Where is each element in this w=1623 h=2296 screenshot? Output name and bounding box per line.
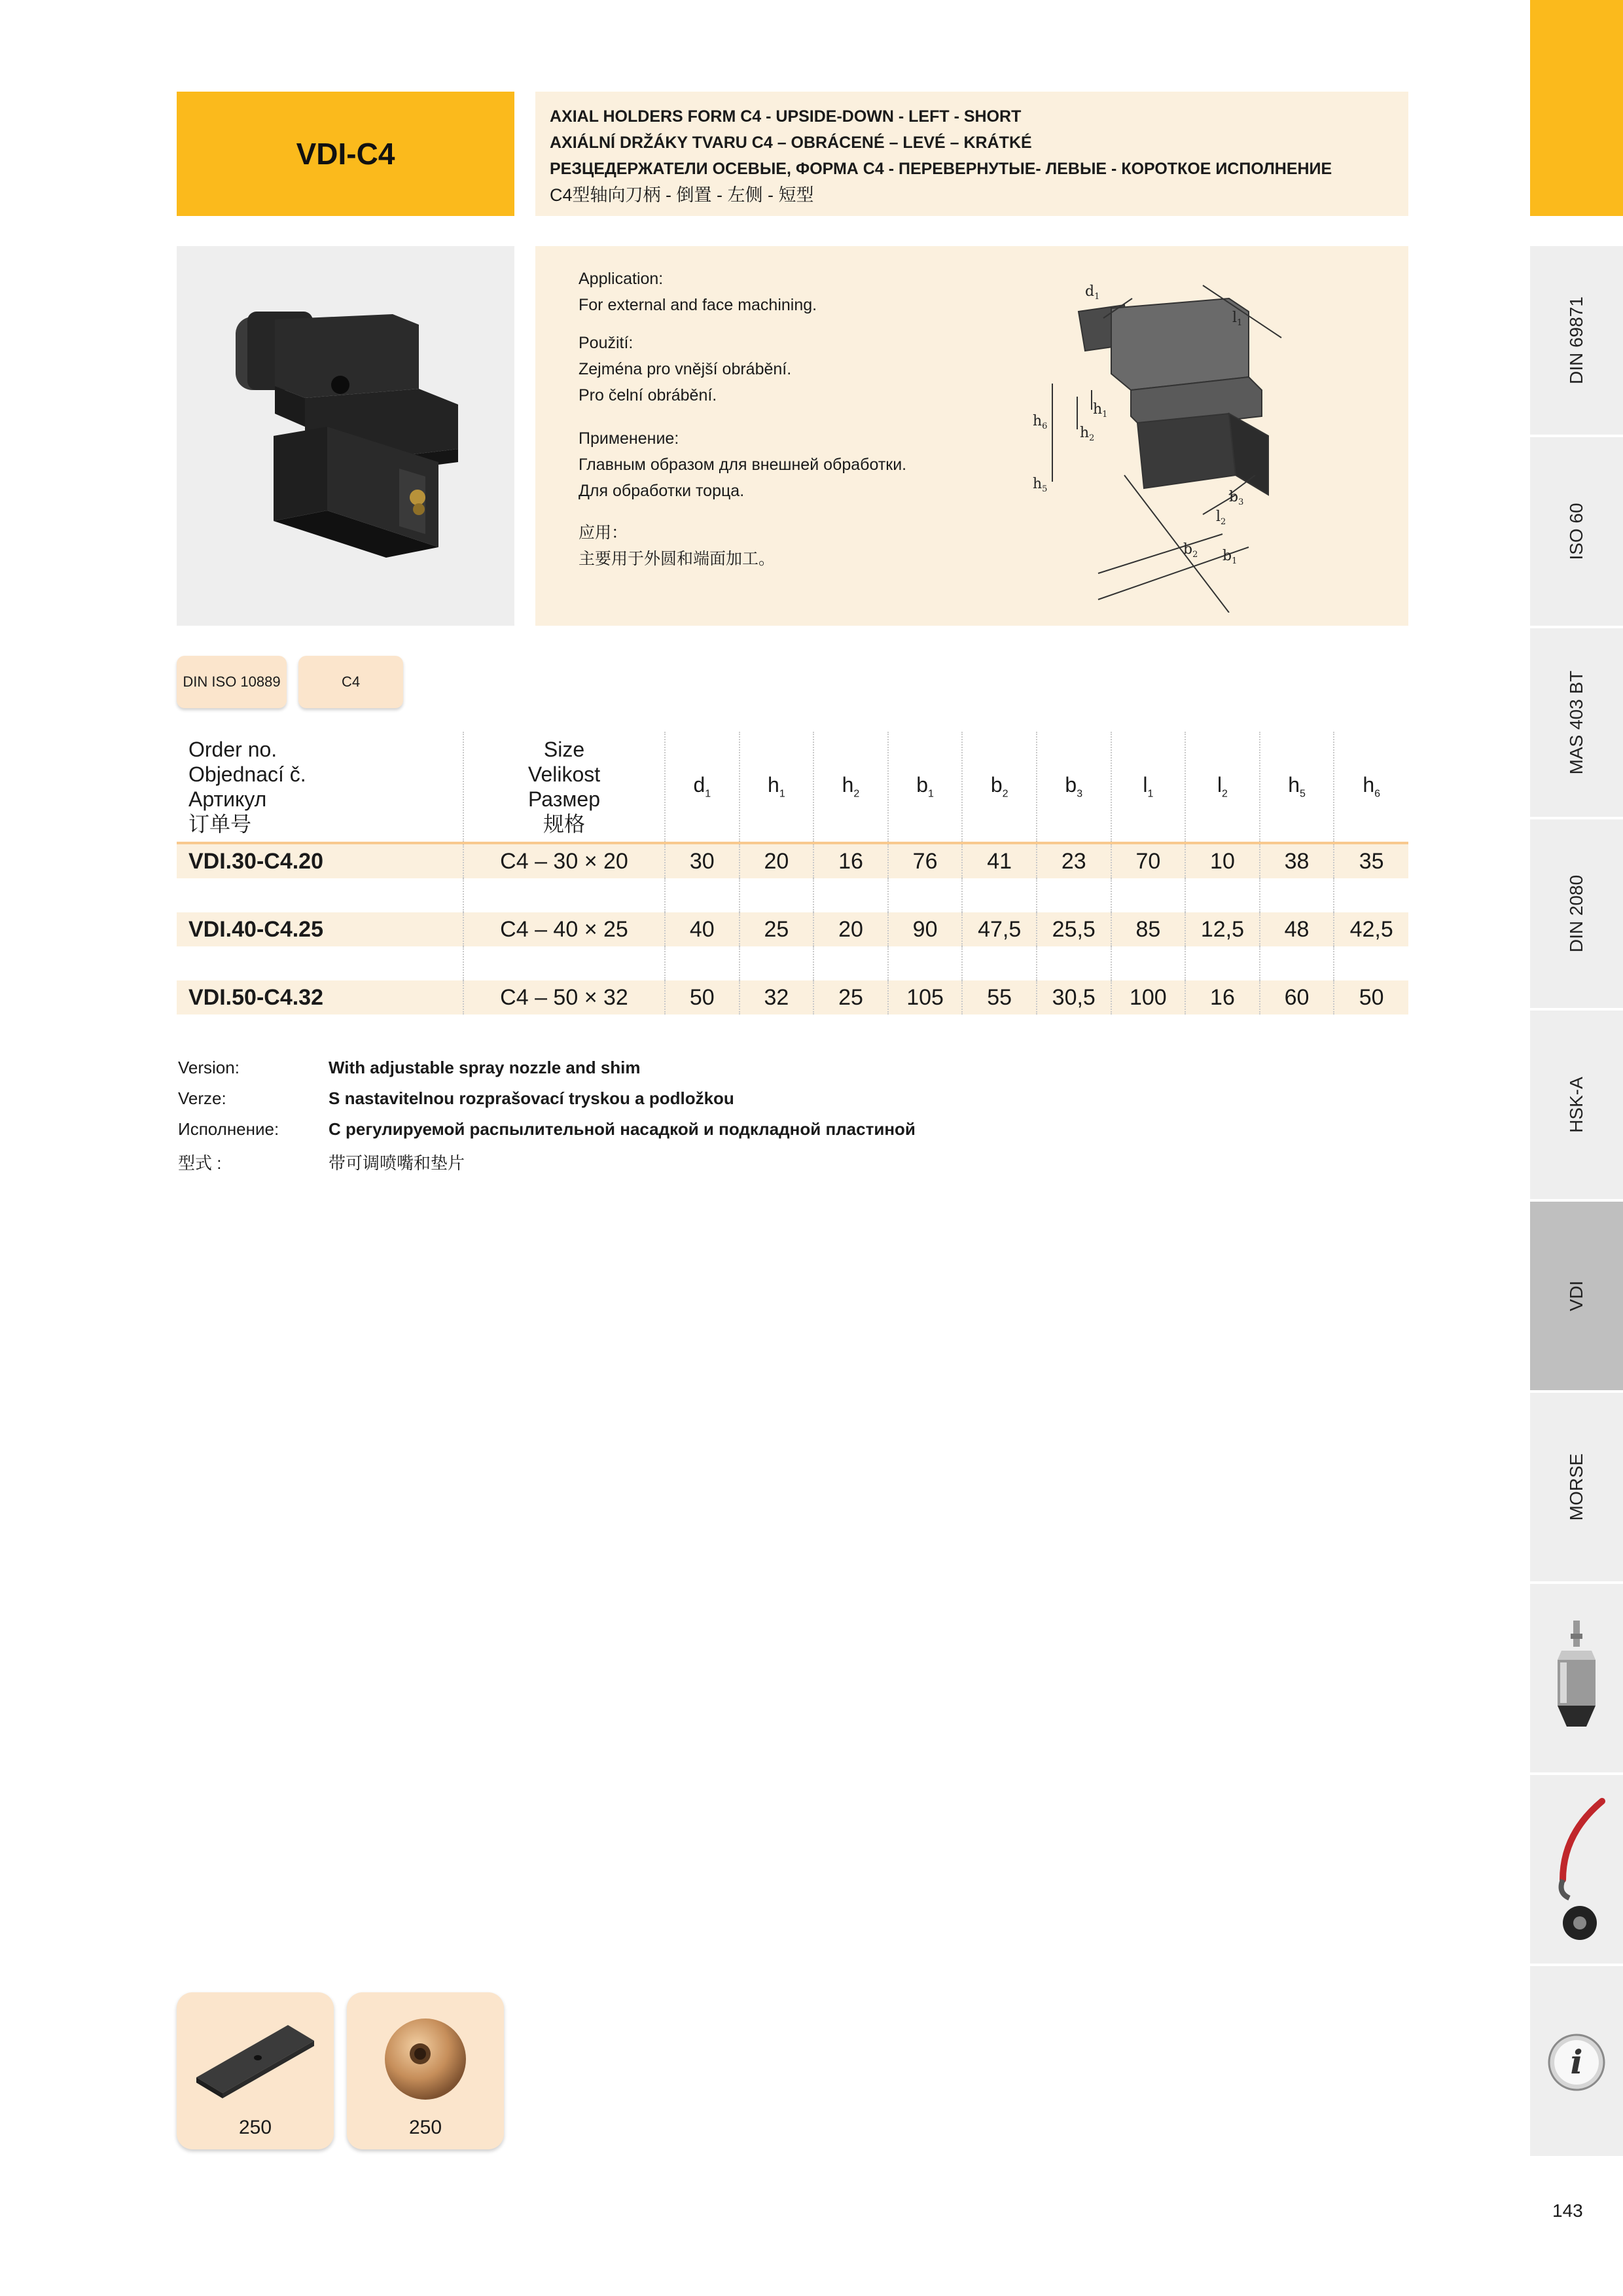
desc-line-cn: C4型轴向刀柄 - 倒置 - 左侧 - 短型 [550,185,814,205]
sidenav-item-info[interactable] [1530,1966,1623,2159]
dim-header-h6: $h_6$ [1334,732,1408,843]
spec-table [177,732,1408,1014]
shim-icon [190,2012,321,2104]
version-value-ru: С регулируемой распылительной насадкой и подкладной пластиной [329,1119,916,1139]
sidenav-item-hska[interactable]: HSK-A [1530,1011,1623,1202]
value-cell: 16 [1185,980,1260,1014]
description-block [535,92,1408,216]
value-cell: 105 [888,980,963,1014]
dim-label-l1: $l_1$ [1232,310,1243,328]
sidenav-item-iso60[interactable]: ISO 60 [1530,437,1623,628]
accessory-shim-label: 250 [238,2117,272,2138]
version-label-ru: Исполнение: [178,1119,279,1139]
sidenav-item-morse[interactable]: MORSE [1530,1393,1623,1584]
dim-label-h1: $h_1$ [1093,401,1108,420]
spray-nozzle-icon [373,2005,478,2110]
order-header: Order no. Objednací č. Артикул 订单号 [188,738,306,836]
accessory-nozzle-label: 250 [408,2117,442,2138]
value-cell: 41 [962,843,1037,878]
dim-label-h5: $h_5$ [1033,476,1048,494]
sidenav-item-din2080[interactable]: DIN 2080 [1530,819,1623,1011]
sidenav-item-chuck[interactable] [1530,1584,1623,1775]
value-cell: 35 [1334,843,1408,878]
dim-label-h2: $h_2$ [1080,425,1095,443]
application-block [535,246,1408,626]
value-cell: 60 [1260,980,1334,1014]
value-cell: 47,5 [962,912,1037,946]
dim-header-l2: $l_2$ [1185,732,1260,843]
dim-header-b1: $b_1$ [888,732,963,843]
size-cell: C4 – 50 × 32 [463,980,665,1014]
application-text-cz-2: Pro čelní obrábění. [579,386,717,404]
order-number: VDI.50-C4.32 [177,980,463,1014]
value-cell: 25 [813,980,888,1014]
dim-header-b3: $b_3$ [1037,732,1111,843]
value-cell: 20 [813,912,888,946]
value-cell: 70 [1111,843,1186,878]
sidenav-item-din69871[interactable]: DIN 69871 [1530,246,1623,437]
tool-holder-image [177,246,514,626]
desc-line-en: AXIAL HOLDERS FORM C4 - UPSIDE-DOWN - LEFT - SHORT [550,107,1022,126]
value-cell: 55 [962,980,1037,1014]
size-header: Size Velikost Размер 规格 [463,732,665,843]
table-spacer [177,946,1408,980]
dim-label-l2: $l_2$ [1216,509,1226,527]
wrench-icon [1543,1795,1610,1945]
drill-chuck-icon [1547,1621,1606,1738]
value-cell: 50 [1334,980,1408,1014]
dim-label-b1: $b_1$ [1222,548,1238,566]
dim-header-d1: $d_1$ [665,732,740,843]
sidenav-item-mas403bt[interactable]: MAS 403 BT [1530,628,1623,819]
accessory-nozzle[interactable] [347,1992,504,2149]
order-number: VDI.30-C4.20 [177,843,463,878]
application-heading-en: Application: [579,270,664,288]
value-cell: 76 [888,843,963,878]
version-label-en: Version: [178,1058,240,1077]
application-text-cz-1: Zejména pro vnější obrábění. [579,360,792,378]
value-cell: 25,5 [1037,912,1111,946]
value-cell: 20 [740,843,814,878]
value-cell: 50 [665,980,740,1014]
value-cell: 16 [813,843,888,878]
page-title: VDI-C4 [296,137,395,171]
desc-line-ru: РЕЗЦЕДЕРЖАТЕЛИ ОСЕВЫЕ, ФОРМА С4 - ПЕРЕВЕРНУТЫЕ- ЛЕВЫЕ - КОРОТКОЕ ИСПОЛНЕНИЕ [550,160,1332,178]
product-photo [177,246,514,626]
table-row [177,980,1408,1014]
svg-text:i: i [1570,2043,1583,2081]
size-cell: C4 – 40 × 25 [463,912,665,946]
dim-header-h1: $h_1$ [740,732,814,843]
table-header-row [177,732,1408,843]
dim-label-d1: $d_1$ [1085,283,1100,302]
page-number: 143 [1552,2200,1583,2221]
version-label-cn: 型式 : [178,1153,222,1173]
desc-line-cz: AXIÁLNÍ DRŽÁKY TVARU C4 – OBRÁCENÉ – LEVÉ – KRÁTKÉ [550,134,1032,152]
table-row [177,912,1408,946]
title-block [177,92,514,216]
application-text-en: For external and face machining. [579,296,817,314]
version-value-cz: S nastavitelnou rozprašovací tryskou a podložkou [329,1088,734,1108]
sidenav-item-vdi[interactable]: VDI [1530,1202,1623,1393]
dim-header-h2: $h_2$ [813,732,888,843]
value-cell: 12,5 [1185,912,1260,946]
technical-drawing [1033,259,1386,613]
dim-header-l1: $l_1$ [1111,732,1186,843]
application-heading-cn: 应用： [579,524,628,542]
dim-header-b2: $b_2$ [962,732,1037,843]
value-cell: 30 [665,843,740,878]
value-cell: 40 [665,912,740,946]
application-text-ru-2: Для обработки торца. [579,482,745,500]
dim-label-b3: $b_3$ [1229,489,1244,507]
value-cell: 42,5 [1334,912,1408,946]
value-cell: 85 [1111,912,1186,946]
info-icon [1547,2033,1606,2092]
value-cell: 25 [740,912,814,946]
dim-label-b2: $b_2$ [1183,541,1198,560]
sidenav-accent-tab [1530,0,1623,219]
application-heading-cz: Použití: [579,334,633,352]
order-number: VDI.40-C4.25 [177,912,463,946]
application-text-cn: 主要用于外圆和端面加工。 [579,550,776,568]
dim-header-h5: $h_5$ [1260,732,1334,843]
value-cell: 100 [1111,980,1186,1014]
version-value-en: With adjustable spray nozzle and shim [329,1058,641,1077]
table-row [177,843,1408,878]
value-cell: 10 [1185,843,1260,878]
value-cell: 30,5 [1037,980,1111,1014]
value-cell: 48 [1260,912,1334,946]
value-cell: 32 [740,980,814,1014]
form-badge: C4 [298,656,403,708]
accessory-shim[interactable] [177,1992,334,2149]
side-navigation [1530,0,1623,2159]
size-cell: C4 – 30 × 20 [463,843,665,878]
table-spacer [177,878,1408,912]
standard-badge: DIN ISO 10889 [177,656,287,708]
value-cell: 38 [1260,843,1334,878]
version-value-cn: 带可调喷嘴和垫片 [329,1153,465,1173]
application-heading-ru: Применение: [579,429,679,448]
value-cell: 23 [1037,843,1111,878]
application-text-ru-1: Главным образом для внешней обработки. [579,456,907,474]
value-cell: 90 [888,912,963,946]
dim-label-h6: $h_6$ [1033,413,1048,431]
version-label-cz: Verze: [178,1088,226,1108]
sidenav-item-wrench[interactable] [1530,1775,1623,1966]
